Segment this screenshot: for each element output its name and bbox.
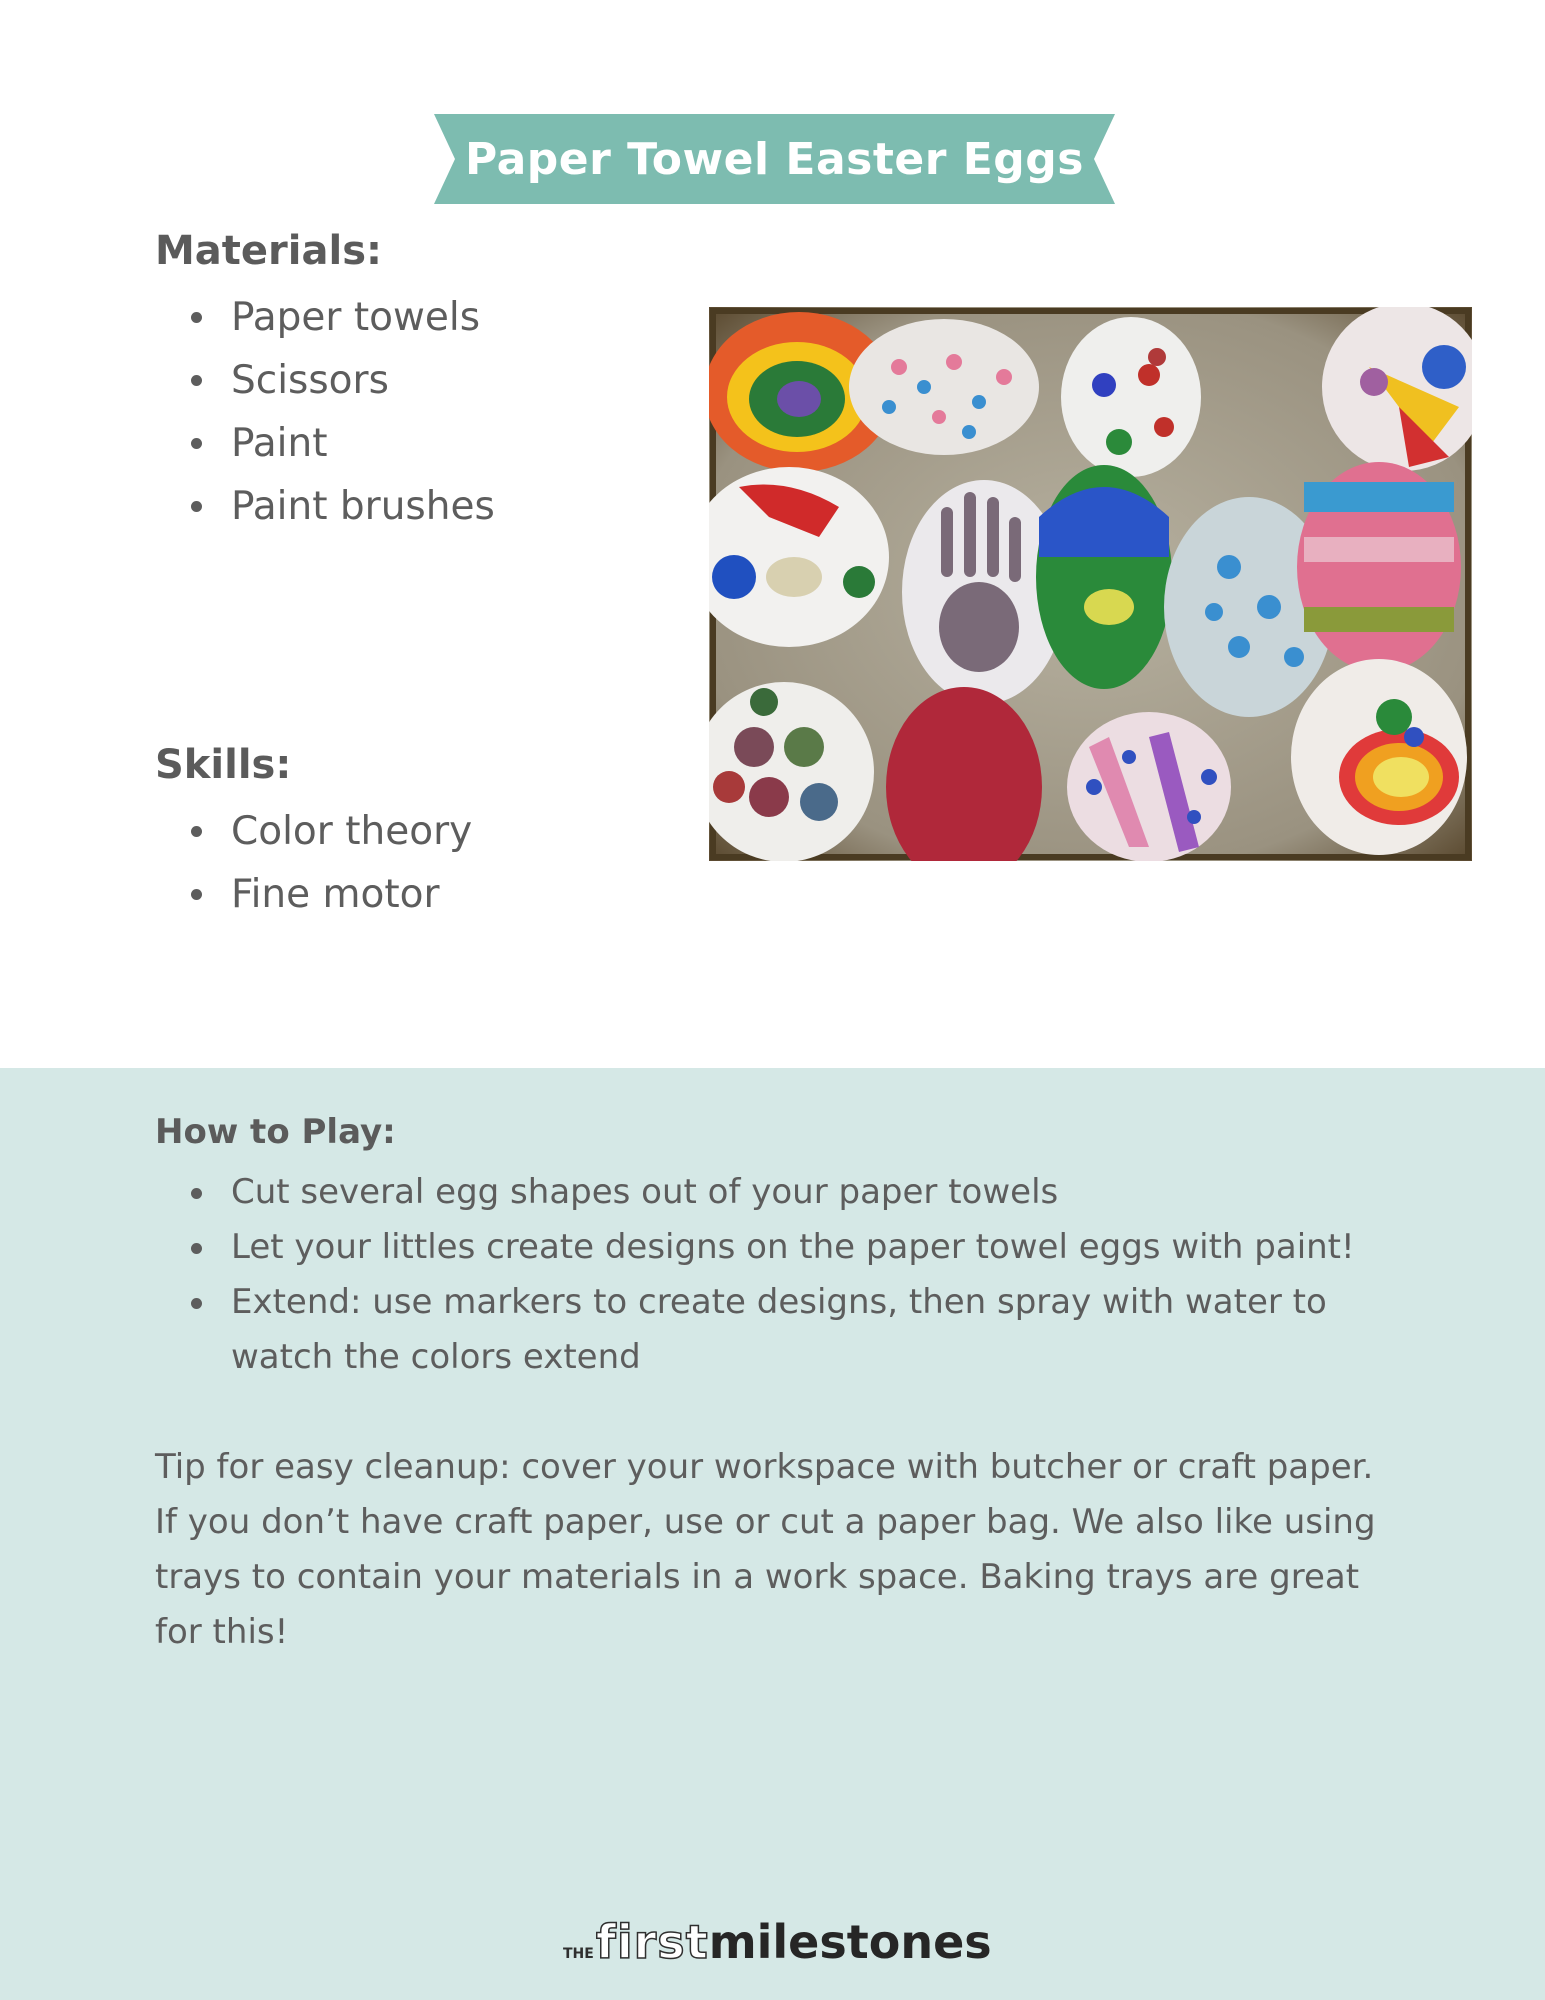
logo-the: THE (563, 1946, 594, 1962)
list-item: Extend: use markers to create designs, then spray with water to watch the colors extend (155, 1275, 1395, 1385)
logo-milestones: milestones (708, 1915, 992, 1969)
skills-heading: Skills: (155, 742, 292, 788)
materials-heading: Materials: (155, 228, 382, 274)
brand-logo (563, 1915, 992, 1969)
how-to-play-heading: How to Play: (155, 1112, 396, 1152)
craft-photo (709, 307, 1472, 861)
how-to-play-list (155, 1165, 1395, 1385)
list-item: Scissors (155, 349, 495, 412)
materials-list (155, 286, 495, 538)
list-item: Paper towels (155, 286, 495, 349)
list-item: Fine motor (155, 863, 472, 926)
title-banner (434, 114, 1115, 204)
skills-list (155, 800, 472, 926)
page-title: Paper Towel Easter Eggs (465, 133, 1084, 185)
painted-eggs-illustration (709, 307, 1472, 861)
list-item: Cut several egg shapes out of your paper towels (155, 1165, 1395, 1220)
list-item: Let your littles create designs on the paper towel eggs with paint! (155, 1220, 1395, 1275)
list-item: Paint brushes (155, 475, 495, 538)
list-item: Paint (155, 412, 495, 475)
logo-first: first (595, 1915, 709, 1969)
cleanup-tip: Tip for easy cleanup: cover your workspace with butcher or craft paper. If you don’t have craft paper, use or cut a paper bag. We also like using trays to contain your materials in a work space. Baking trays are great for this! (155, 1447, 1376, 1652)
list-item: Color theory (155, 800, 472, 863)
